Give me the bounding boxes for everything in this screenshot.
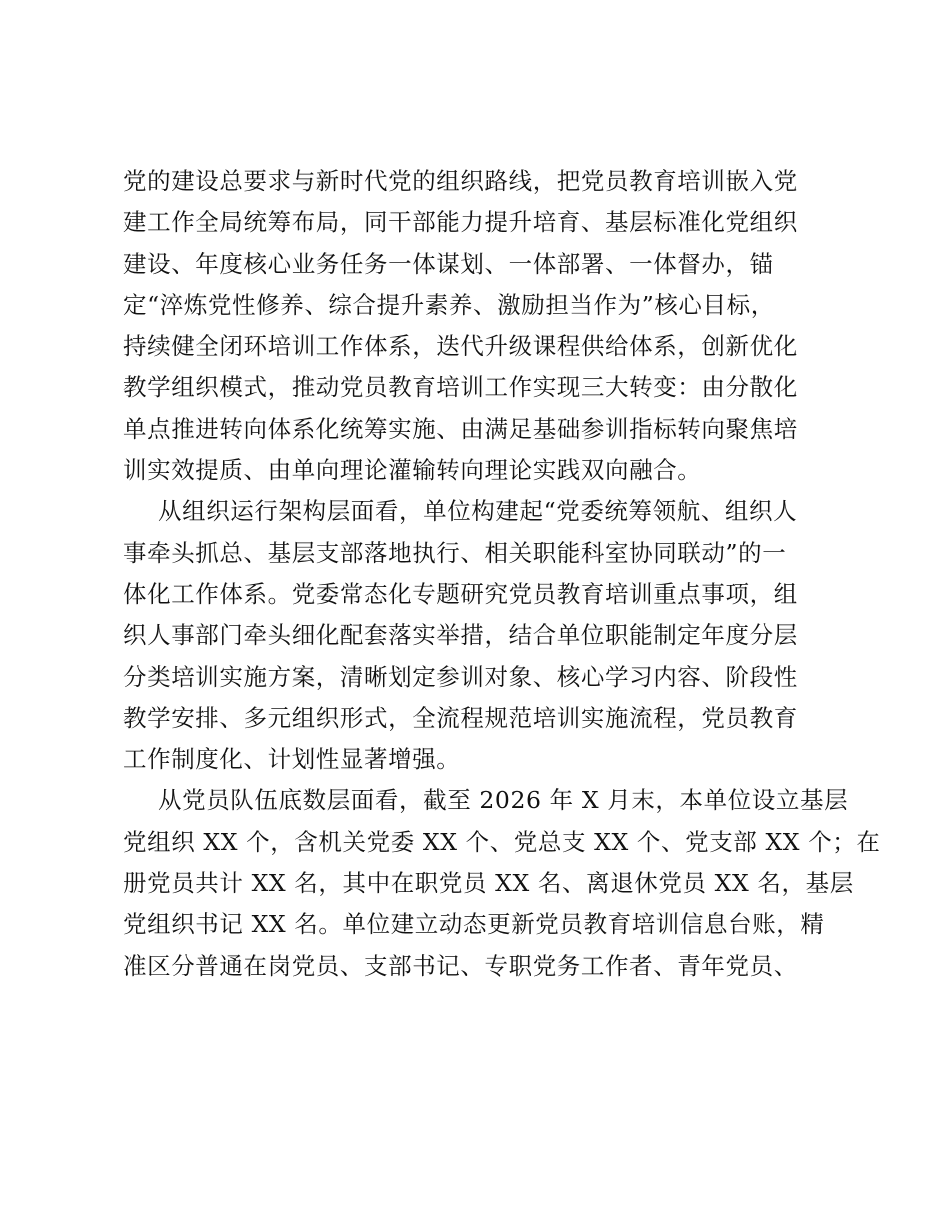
text-line: 建工作全局统筹布局，同干部能力提升培育、基层标准化党组织 — [123, 208, 798, 237]
text-line: 教学组织模式，推动党员教育培训工作实现三大转变：由分散化 — [123, 373, 798, 402]
text-line: 定“淬炼党性修养、综合提升素养、激励担当作为”核心目标， — [123, 290, 775, 319]
text-line: 教学安排、多元组织形式，全流程规范培训实施流程，党员教育 — [123, 703, 798, 732]
text-line: 训实效提质、由单向理论灌输转向理论实践双向融合。 — [123, 456, 702, 485]
text-line: 党组织书记 XX 名。单位建立动态更新党员教育培训信息台账，精 — [123, 910, 825, 939]
text-line: 从党员队伍底数层面看，截至 2026 年 X 月末，本单位设立基层 — [158, 786, 849, 815]
text-line: 建设、年度核心业务任务一体谋划、一体部署、一体督办，锚 — [123, 249, 774, 278]
text-line: 事牵头抓总、基层支部落地执行、相关职能科室协同联动”的一 — [123, 538, 787, 567]
text-line: 工作制度化、计划性显著增强。 — [123, 745, 461, 774]
text-line: 党组织 XX 个，含机关党委 XX 个、党总支 XX 个、党支部 XX 个；在 — [123, 827, 881, 856]
paragraph-2 — [123, 491, 838, 780]
text-line: 持续健全闭环培训工作体系，迭代升级课程供给体系，创新优化 — [123, 332, 798, 361]
text-line: 织人事部门牵头细化配套落实举措，结合单位职能制定年度分层 — [123, 621, 798, 650]
text-line: 准区分普通在岗党员、支部书记、专职党务工作者、青年党员、 — [123, 951, 798, 980]
paragraph-3 — [123, 780, 881, 986]
text-line: 册党员共计 XX 名，其中在职党员 XX 名、离退休党员 XX 名，基层 — [123, 869, 854, 898]
text-line: 分类培训实施方案，清晰划定参训对象、核心学习内容、阶段性 — [123, 662, 798, 691]
text-line: 体化工作体系。党委常态化专题研究党员教育培训重点事项，组 — [123, 579, 798, 608]
text-line: 党的建设总要求与新时代党的组织路线，把党员教育培训嵌入党 — [123, 167, 798, 195]
document-body — [123, 161, 881, 987]
text-line: 从组织运行架构层面看，单位构建起“党委统筹领航、组织人 — [158, 497, 798, 526]
text-line: 单点推进转向体系化统筹实施、由满足基础参训指标转向聚焦培 — [123, 414, 798, 443]
paragraph-1 — [123, 161, 838, 491]
